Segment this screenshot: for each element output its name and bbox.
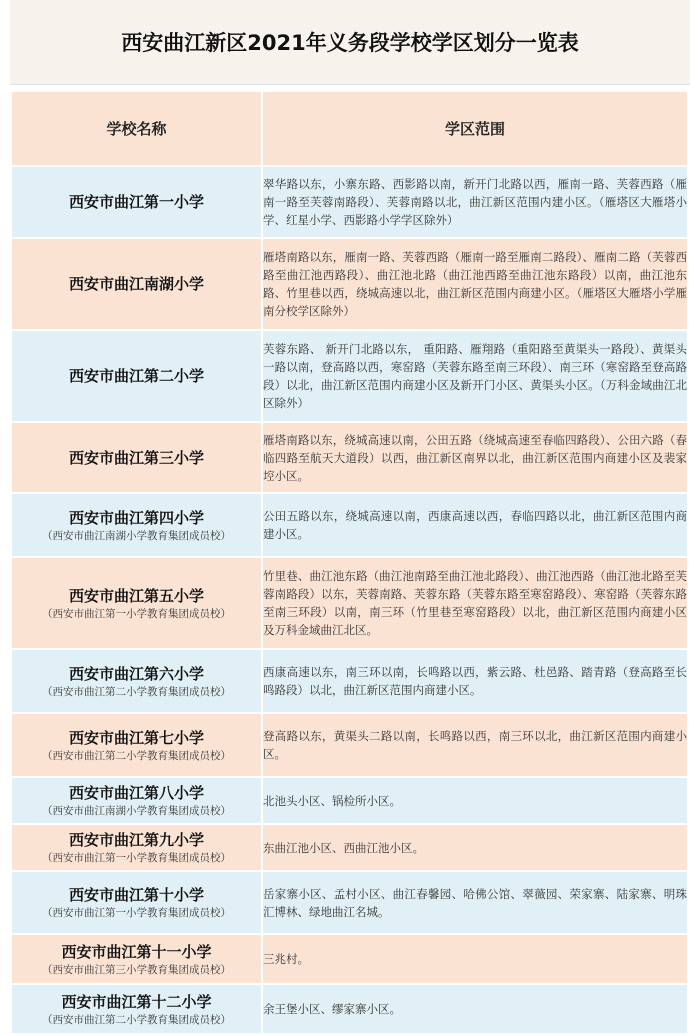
district-area: 翠华路以东，小寨东路、西影路以南，新开门北路以西，雁南一路、芙蓉西路（雁南一路至芙蓉南路段）、芙蓉南路以北，曲江新区范围内建小区。（雁塔区大雁塔小学、红星小学、西影路小学学区除外） [262, 166, 688, 238]
school-cell [12, 713, 262, 777]
school-name: 西安市曲江第二小学 [68, 367, 204, 385]
school-name: 西安市曲江南湖小学 [68, 275, 204, 293]
school-name: 西安市曲江第三小学 [68, 448, 204, 467]
school-group-note: （西安市曲江南湖小学教育集团成员校） [42, 529, 231, 542]
table-row [12, 713, 688, 777]
school-group-note: （西安市曲江第二小学教育集团成员校） [42, 685, 231, 698]
school-cell [12, 166, 262, 238]
school-name: 西安市曲江第五小学 [68, 586, 204, 605]
school-name: 西安市曲江第十小学 [68, 886, 204, 904]
school-group-note: （西安市曲江第一小学教育集团成员校） [42, 852, 231, 864]
school-name: 西安市曲江第十一小学 [61, 942, 212, 961]
school-cell [12, 984, 262, 1034]
table-row [12, 984, 688, 1034]
header-district-area: 学区范围 [262, 92, 688, 166]
table-row [12, 934, 688, 984]
district-area: 雁塔南路以东，绕城高速以南，公田五路（绕城高速至春临四路段）、公田六路（春临四路至航天大道段）以西，曲江新区南界以北，曲江新区范围内商建小区及裴家埪小区。 [262, 422, 688, 493]
table-row [12, 871, 688, 934]
school-cell [12, 777, 262, 824]
school-name: 西安市曲江第七小学 [68, 728, 204, 747]
table-row [12, 166, 688, 238]
district-area: 东曲江池小区、西曲江池小区。 [262, 824, 688, 871]
school-name: 西安市曲江第四小学 [68, 508, 204, 527]
district-area: 北池头小区、锅检所小区。 [262, 777, 688, 824]
district-area: 公田五路以东，绕城高速以南，西康高速以西，春临四路以北，曲江新区范围内商建小区。 [262, 493, 688, 557]
table-row [12, 493, 688, 557]
table-row [12, 649, 688, 713]
school-name: 西安市曲江第一小学 [68, 193, 204, 211]
district-area: 芙蓉东路、 新开门北路以东， 重阳路、雁翔路（重阳路至黄渠头一路段）、黄渠头一路以南，登高路以西，寒窑路（芙蓉东路至南三环段）、南三环（寒窑路至登高路段）以北，曲江新区范围内商建小区及新开门小区、黄渠头小区。（万科金域曲江北区除外） [262, 330, 688, 422]
district-area: 雁塔南路以东，雁南一路、芙蓉西路（雁南一路至雁南二路段）、雁南二路（芙蓉西路至曲江池西路段）、曲江池北路（曲江池西路至曲江池东路段）以南，曲江池东路、竹里巷以西，绕城高速以北，曲江新区范围内商建小区。（雁塔区大雁塔小学雁南分校学区除外） [262, 238, 688, 330]
district-area: 竹里巷、曲江池东路（曲江池南路至曲江池北路段）、曲江池西路（曲江池北路至芙蓉南路段）以东，芙蓉南路、芙蓉东路（芙蓉东路至寒窑路段）、寒窑路（芙蓉东路至南三环段）以南，南三环（竹里巷至寒窑路段）以北，曲江新区范围内商建小区及万科金域曲江北区。 [262, 557, 688, 649]
school-name: 西安市曲江第十二小学 [61, 992, 212, 1011]
district-area: 三兆村。 [262, 934, 688, 984]
school-group-note: （西安市曲江第一小学教育集团成员校） [42, 907, 231, 919]
school-cell [12, 493, 262, 557]
page-title: 西安曲江新区2021年义务段学校学区划分一览表 [10, 0, 690, 85]
school-cell [12, 330, 262, 422]
table-row [12, 238, 688, 330]
school-cell [12, 871, 262, 934]
school-cell [12, 934, 262, 984]
table-row [12, 330, 688, 422]
school-name: 西安市曲江第六小学 [68, 664, 204, 683]
school-cell [12, 649, 262, 713]
header-school-name: 学校名称 [12, 92, 262, 166]
table-row [12, 557, 688, 649]
school-group-note: （西安市曲江第一小学教育集团成员校） [42, 607, 231, 620]
school-name: 西安市曲江第八小学 [68, 784, 204, 802]
table-row [12, 777, 688, 824]
district-area: 登高路以东，黄渠头二路以南，长鸣路以西，南三环以北，曲江新区范围内商建小区。 [262, 713, 688, 777]
school-cell [12, 422, 262, 493]
school-cell [12, 238, 262, 330]
table-row [12, 824, 688, 871]
school-group-note: （西安市曲江第二小学教育集团成员校） [42, 749, 231, 762]
school-cell [12, 557, 262, 649]
school-group-note: （西安市曲江第三小学教育集团成员校） [42, 963, 231, 976]
district-area: 余王堡小区、缪家寨小区。 [262, 984, 688, 1034]
school-district-table [12, 92, 689, 1035]
school-group-note: （西安市曲江南湖小学教育集团成员校） [42, 805, 231, 817]
table-row [12, 422, 688, 493]
school-group-note: （西安市曲江第二小学教育集团成员校） [42, 1013, 231, 1026]
school-name: 西安市曲江第九小学 [68, 831, 204, 849]
district-area: 西康高速以东，南三环以南，长鸣路以西，紫云路、杜邑路、踏青路（登高路至长鸣路段）以北，曲江新区范围内商建小区。 [262, 649, 688, 713]
school-cell [12, 824, 262, 871]
district-area: 岳家寨小区、孟村小区、曲江春馨园、哈佛公馆、翠薇园、荣家寨、陆家寨、明珠汇博林、绿地曲江名城。 [262, 871, 688, 934]
